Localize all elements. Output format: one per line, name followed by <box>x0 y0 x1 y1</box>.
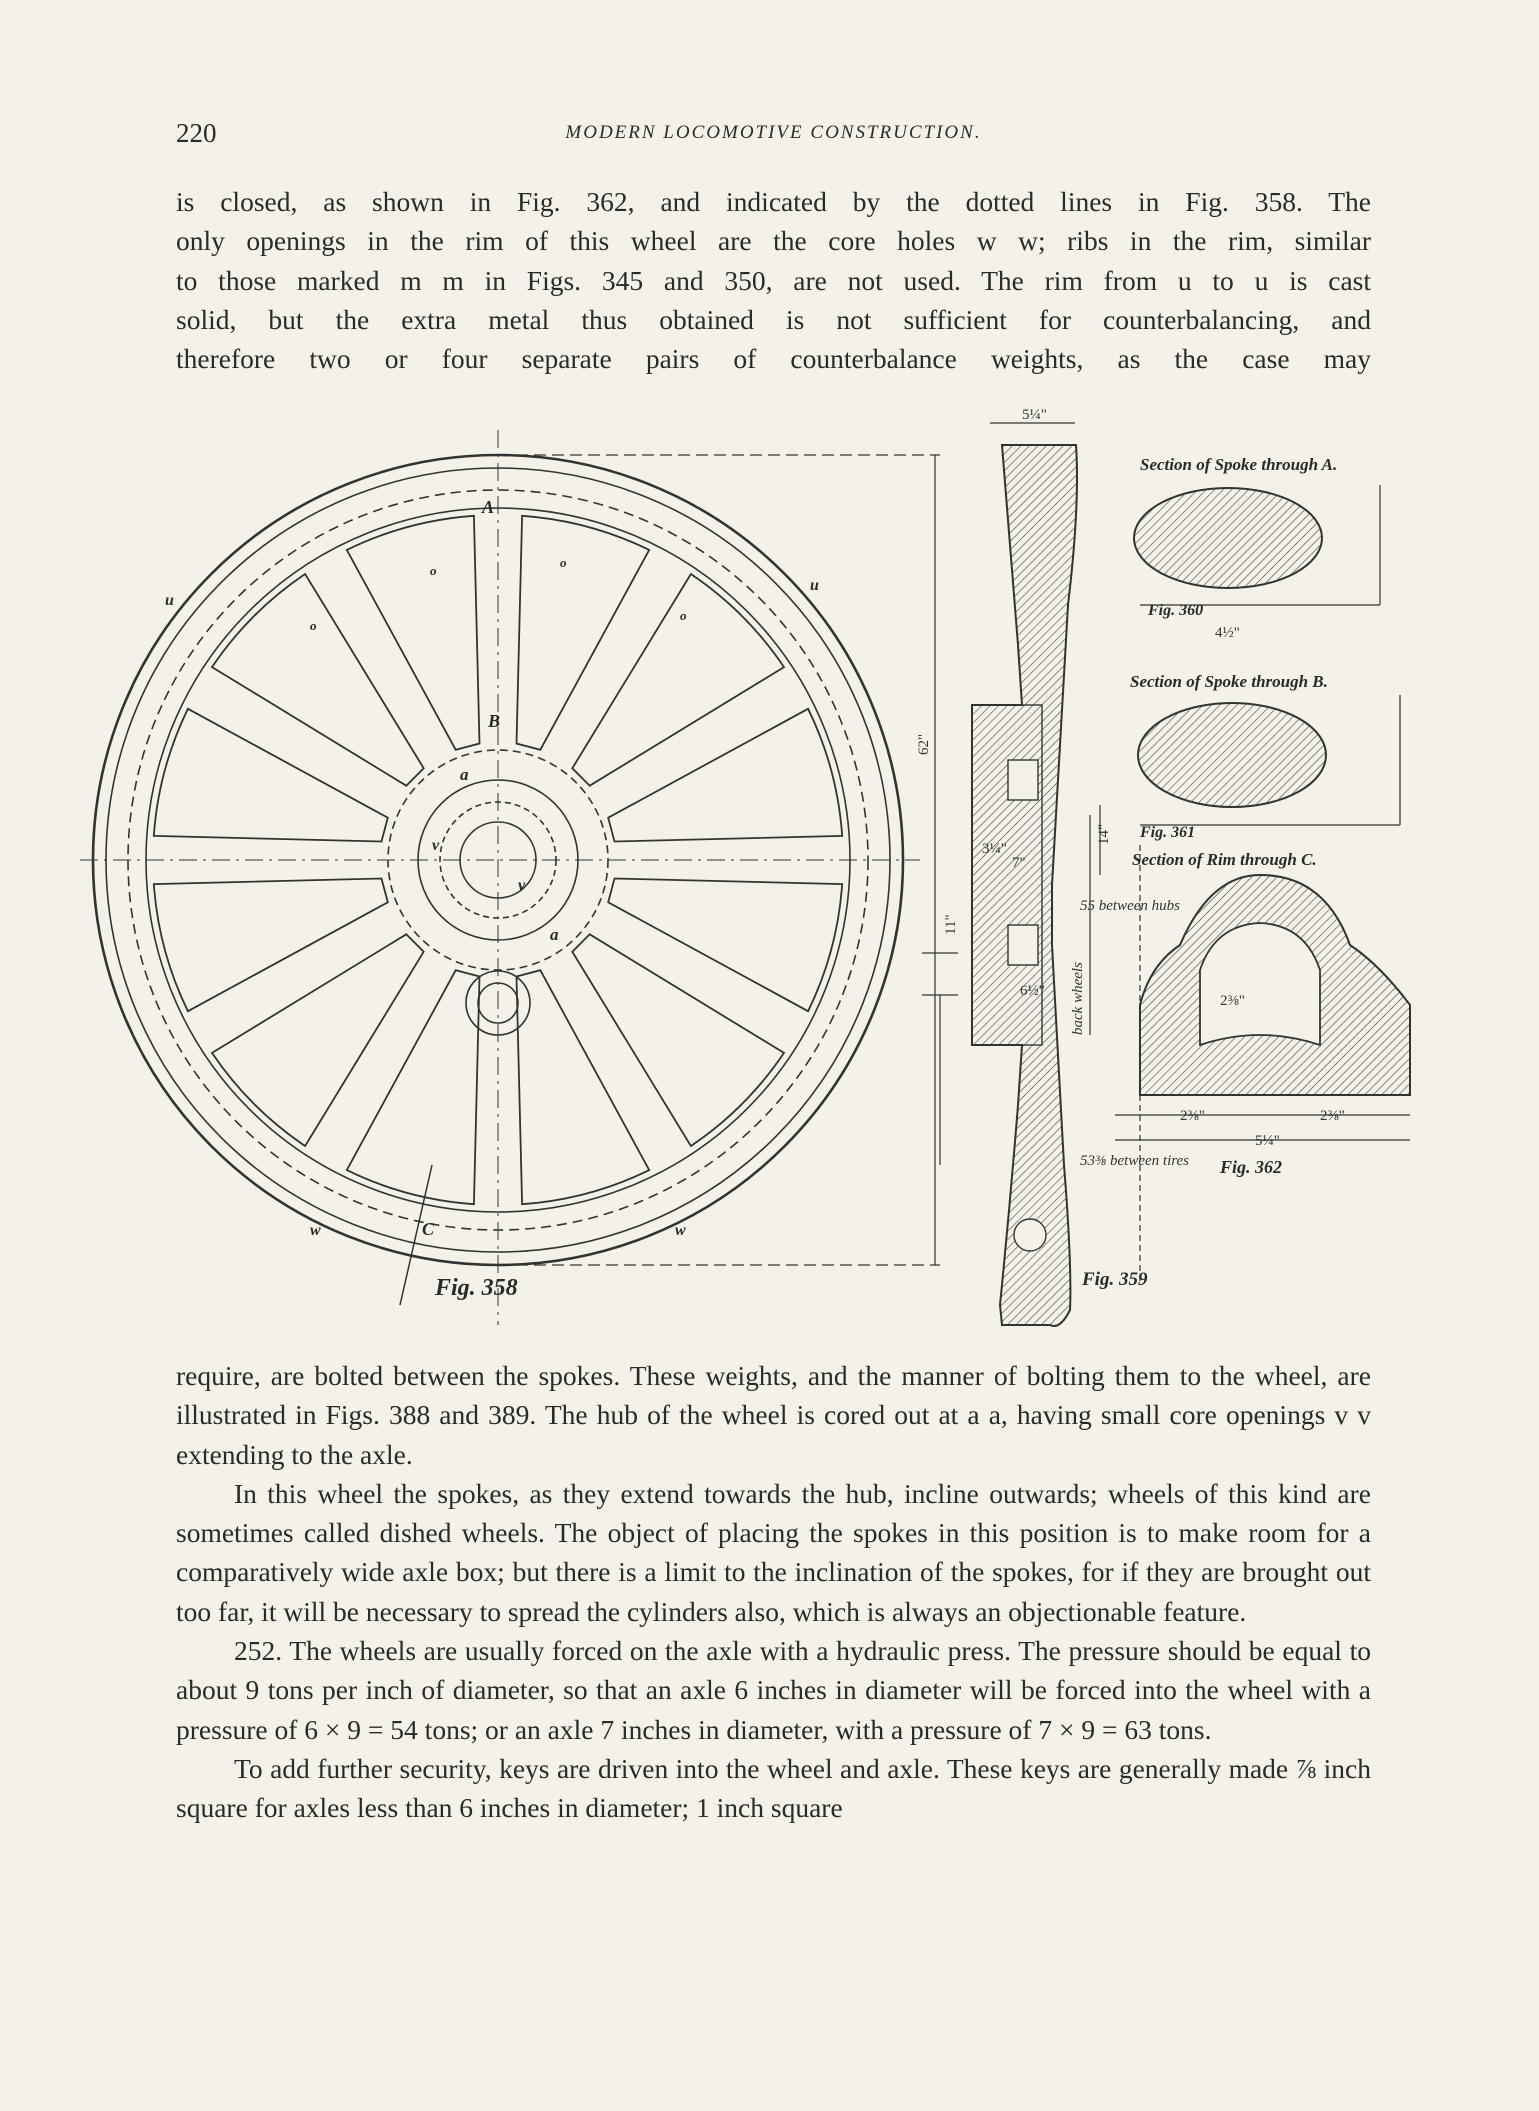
label-o-4: o <box>680 608 687 623</box>
spoke-opening <box>608 879 842 1012</box>
dimension-7: 7" <box>1012 855 1026 871</box>
fig-358-label: Fig. 358 <box>435 1275 518 1301</box>
dimension-5-1-4: 5¼" <box>1255 1133 1280 1149</box>
running-title: MODERN LOCOMOTIVE CONSTRUCTION. <box>565 122 982 143</box>
spoke-opening <box>347 516 480 750</box>
text-line: is closed, as shown in Fig. 362, and indicated by the dotted lines in Fig. 358. The <box>176 186 1371 217</box>
label-b: B <box>488 711 501 731</box>
label-o-1: o <box>430 563 437 578</box>
dimension-2-3-8: 2⅜" <box>1220 993 1245 1009</box>
label-u-2: u <box>810 577 819 594</box>
label-v-1: v <box>432 837 440 854</box>
dimension-5-1-4-top: 5¼" <box>1022 407 1047 423</box>
fig-361-label: Fig. 361 <box>1140 824 1196 841</box>
spoke-opening <box>572 574 784 786</box>
top-paragraph <box>176 182 1371 378</box>
spoke-section-b <box>1138 703 1326 807</box>
spoke-section-a <box>1134 488 1322 588</box>
paragraph-1: require, are bolted between the spokes. These weights, and the manner of bolting them to the wheel, are illustrated in Figs. 388 and 389. The hub of the wheel is cored out at a a, having small core openings v v extending to the axle. <box>176 1360 1371 1470</box>
text-line: therefore two or four separate pairs of counterbalance weights, as the case may <box>176 343 1371 375</box>
text-line: solid, but the extra metal thus obtained is not sufficient for counterbalancing, and <box>176 303 1371 335</box>
back-wheels-label: back wheels <box>1070 962 1086 1035</box>
fig-359-label: Fig. 359 <box>1082 1269 1148 1290</box>
section-c-title: Section of Rim through C. <box>1132 850 1317 869</box>
section-a-title: Section of Spoke through A. <box>1140 455 1338 474</box>
fig-362-label: Fig. 362 <box>1220 1157 1283 1177</box>
spoke-opening <box>608 709 842 842</box>
label-o-2: o <box>560 555 567 570</box>
wheel-front-view <box>80 430 920 1325</box>
label-a-hub: a <box>460 765 469 784</box>
label-o-3: o <box>310 618 317 633</box>
between-tires-label: 53⅜ between tires <box>1080 1153 1190 1169</box>
dimension-3-1-4: 3¼" <box>982 841 1007 857</box>
page-header <box>176 118 1371 158</box>
paragraph-3: 252. The wheels are usually forced on the axle with a hydraulic press. The pressure should be equal to about 9 tons per inch of diameter, so that an axle 6 inches in diameter will be forced into the wheel with a pressure of 6 × 9 = 54 tons; or an axle 7 inches in diameter, with a pressure of 7 × 9 = 63 tons. <box>176 1635 1371 1745</box>
label-w-2: w <box>675 1222 686 1239</box>
dimension-6-1-2: 6½" <box>1020 983 1045 999</box>
dimension-4-1-2: 4½" <box>1215 625 1240 641</box>
paragraph-2: In this wheel the spokes, as they extend towards the hub, incline outwards; wheels of this kind are sometimes called dished wheels. The object of placing the spokes in this position is to make room for a comparatively wide axle box; but there is a limit to the inclination of the spokes, for if they are brought out too far, it will be necessary to spread the cylinders also, which is always an objectionable feature. <box>176 1477 1371 1627</box>
dimension-14: 14" <box>1096 823 1112 845</box>
label-c: C <box>422 1219 435 1239</box>
spoke-opening <box>572 934 784 1146</box>
label-a-upper: A <box>482 497 495 517</box>
text-line: to those marked m m in Figs. 345 and 350, are not used. The rim from u to u is cast <box>176 264 1371 296</box>
dimension-2-3-8-right: 2⅜" <box>1320 1108 1345 1124</box>
wheel-cross-section <box>972 423 1140 1326</box>
spoke-opening <box>517 970 650 1204</box>
locomotive-wheel-drawing <box>60 405 1450 1335</box>
page-number: 220 <box>176 118 217 148</box>
paragraph-4: To add further security, keys are driven into the wheel and axle. These keys are generally made ⅞ inch square for axles less than 6 inches in diameter; 1 inch square <box>176 1752 1371 1824</box>
label-u-1: u <box>165 592 174 609</box>
between-hubs-label: 55 between hubs <box>1080 898 1180 914</box>
dimension-62-label: 62" <box>916 733 932 755</box>
label-a-hub-2: a <box>550 925 559 944</box>
label-w-1: w <box>310 1222 321 1239</box>
text-line: only openings in the rim of this wheel are the core holes w w; ribs in the rim, similar <box>176 225 1371 257</box>
spoke-opening <box>517 516 650 750</box>
spoke-opening <box>212 574 424 786</box>
spoke-opening <box>154 709 388 842</box>
spoke-opening <box>154 879 388 1012</box>
body-text <box>176 1356 1371 1828</box>
spoke-opening <box>212 934 424 1146</box>
fig-360-label: Fig. 360 <box>1148 602 1204 619</box>
section-b-title: Section of Spoke through B. <box>1130 672 1328 691</box>
dimension-2-3-8-lower: 2⅜" <box>1180 1108 1205 1124</box>
wheel-labels <box>165 497 819 1305</box>
label-v-2: v <box>518 877 526 894</box>
spoke-opening <box>347 970 480 1204</box>
dimension-11-label: 11" <box>943 914 959 935</box>
